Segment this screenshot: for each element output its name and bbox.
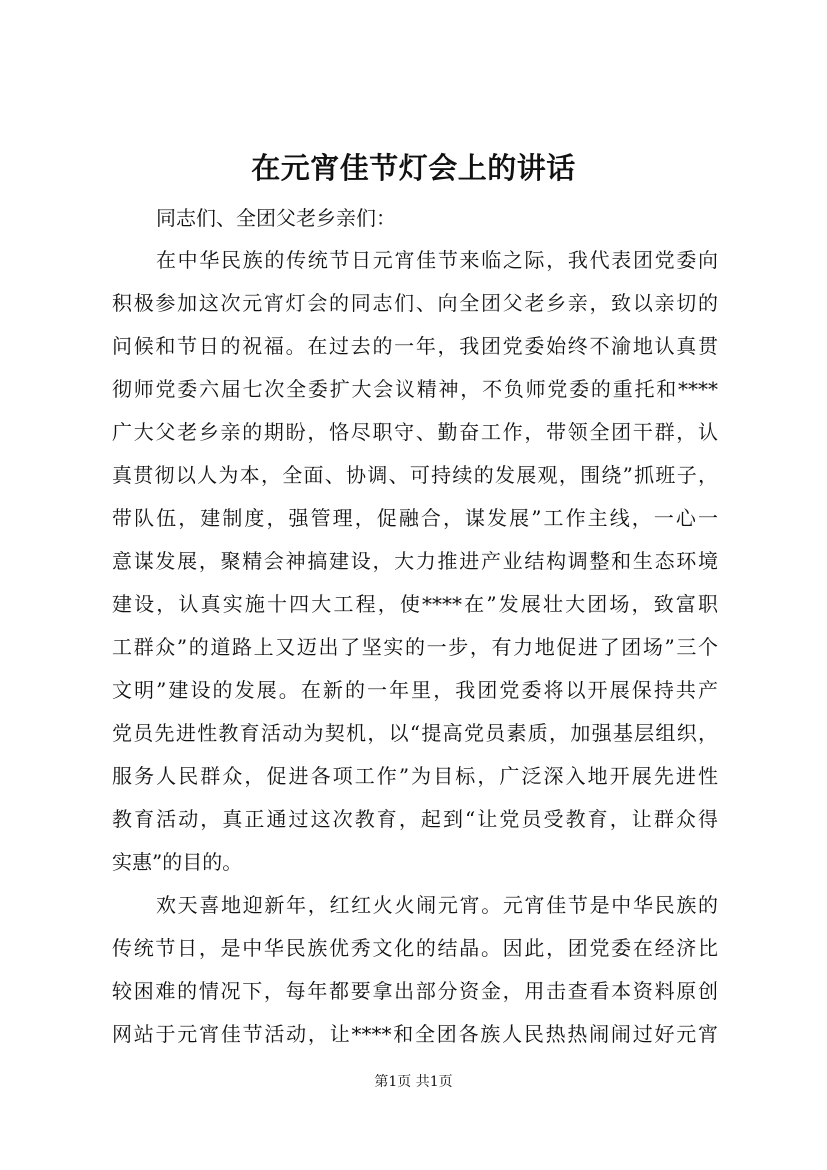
body-line: 真贯彻以人为本，全面、协调、可持续的发展观，围绕”抓班子，	[112, 463, 718, 487]
body-line: 实惠”的目的。	[112, 850, 243, 874]
body-line: 工群众”的道路上又迈出了坚实的一步，有力地促进了团场”三个	[112, 635, 718, 659]
body-line: 彻师党委六届七次全委扩大会议精神，不负师党委的重托和****	[112, 377, 718, 401]
body-line: 传统节日，是中华民族优秀文化的结晶。因此，团党委在经济比	[112, 936, 718, 960]
body-line: 问候和节日的祝福。在过去的一年，我团党委始终不渝地认真贯	[112, 334, 718, 358]
body-line: 积极参加这次元宵灯会的同志们、向全团父老乡亲，致以亲切的	[112, 291, 718, 315]
body-line: 带队伍，建制度，强管理，促融合，谋发展”工作主线，一心一	[112, 506, 718, 530]
greeting-line: 同志们、全团父老乡亲们：	[156, 206, 396, 230]
body-line: 建设，认真实施十四大工程，使****在”发展壮大团场，致富职	[112, 592, 718, 616]
body-line: 较困难的情况下，每年都要拿出部分资金，用击查看本资料原创	[112, 979, 718, 1003]
page-footer: 第1页 共1页	[374, 1074, 453, 1090]
body-line: 教育活动，真正通过这次教育，起到“让党员受教育，让群众得	[112, 807, 718, 831]
body-line: 网站于元宵佳节活动，让****和全团各族人民热热闹闹过好元宵	[112, 1022, 718, 1046]
body-line: 党员先进性教育活动为契机，以“提高党员素质，加强基层组织，	[112, 721, 718, 745]
body-line: 文明”建设的发展。在新的一年里，我团党委将以开展保持共产	[112, 678, 718, 702]
body-line: 欢天喜地迎新年，红红火火闹元宵。元宵佳节是中华民族的	[156, 893, 718, 917]
body-line: 意谋发展，聚精会神搞建设，大力推进产业结构调整和生态环境	[112, 549, 718, 573]
body-line: 服务人民群众，促进各项工作”为目标，广泛深入地开展先进性	[112, 764, 718, 788]
body-line: 在中华民族的传统节日元宵佳节来临之际，我代表团党委向	[156, 248, 718, 272]
document-title: 在元宵佳节灯会上的讲话	[251, 151, 576, 185]
body-line: 广大父老乡亲的期盼，恪尽职守、勤奋工作，带领全团干群，认	[112, 420, 718, 444]
